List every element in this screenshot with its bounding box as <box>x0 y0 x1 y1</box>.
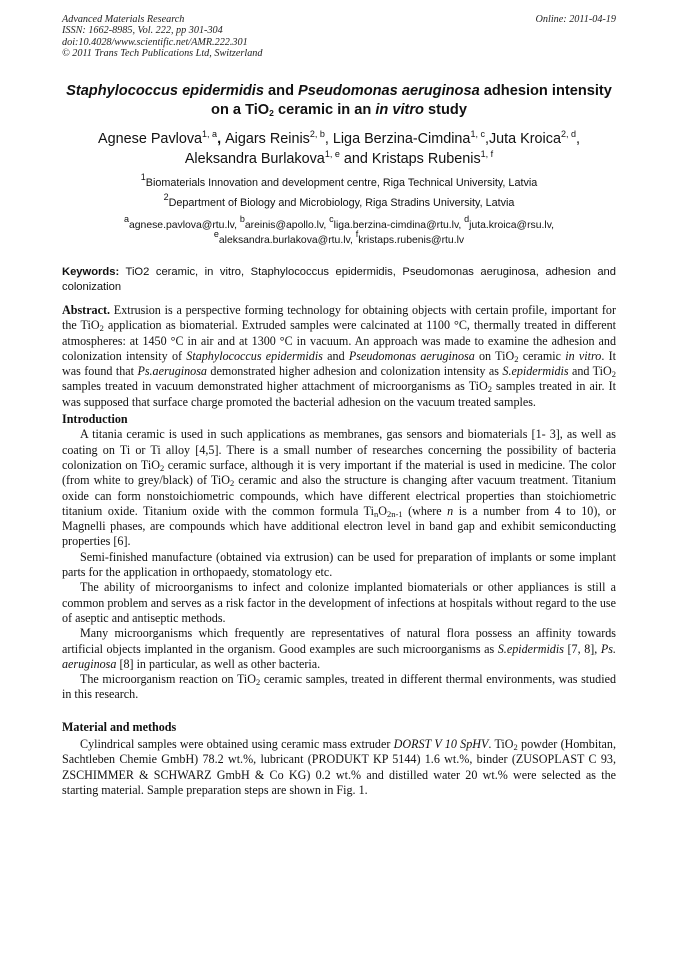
title-subscript: 2 <box>269 108 274 118</box>
paragraph-text: powder (Hombitan, Sachtleben Chemie GmbH) 78.2 wt.%, lubricant (PRODUKT KP 5144) 1.6 wt.%, binder (ZUSOPLAST C 93, ZSCHIMMER & SCHWARZ GmbH & Co KG) 0.2 wt.% and distilled water 20 wt.% were selected as the starting material. Sample preparation steps are shown in Fig. 1. <box>62 737 616 797</box>
species-name: Ps. aeruginosa <box>62 641 616 671</box>
journal-name: Advanced Materials Research <box>62 14 185 25</box>
paragraph-text: Many microorganisms which frequently are representatives of natural flora possess an affinity towards artificial objects implanted in the organism. Good examples are such microorganisms as <box>62 626 616 656</box>
title-in-vitro: in vitro <box>375 102 424 118</box>
subscript: 2 <box>256 677 261 688</box>
intro-paragraph-2: Semi-finished manufacture (obtained via extrusion) can be used for preparation of implants or some implant parts for the application in orthopaedy, stomatology etc. <box>62 549 616 580</box>
author-name: Aleksandra Burlakova <box>184 150 325 167</box>
subscript: 2n-1 <box>386 508 403 519</box>
author-sup: 1, f <box>480 148 494 159</box>
affiliation-2 <box>62 192 616 210</box>
email: aleksandra.burlakova@rtu.lv <box>218 235 350 246</box>
online-date: Online: 2011-04-19 <box>535 14 616 25</box>
species-name: S.epidermidis <box>502 364 569 379</box>
author-sup: 1, c <box>470 129 485 139</box>
email: juta.kroica@rsu.lv <box>469 220 552 231</box>
title-text: and <box>263 83 299 99</box>
email: agnese.pavlova@rtu.lv <box>128 220 235 231</box>
title-text: ceramic in an <box>273 102 376 118</box>
affiliation-sup: 2 <box>163 192 169 202</box>
abstract-text: . It was found that <box>62 348 617 379</box>
copyright-line: © 2011 Trans Tech Publications Ltd, Switzerland <box>62 48 263 60</box>
paragraph-text: A titania ceramic is used in such applications as membranes, gas sensors and biomaterials [1- 3], as well as coating on Ti or Ti alloy [4,5]. There is a small number of researches concerning the possibility of bacteria colonization on TiO <box>62 427 616 472</box>
paragraph-text: ceramic and also the structure is changing after vacuum treatment. Titanium oxide can form nonstoichiometric compounds, which have different electrical properties than stoichiometric titanium oxide. Titanium oxide with the common formula Ti <box>62 473 617 518</box>
author-line-2: Aleksandra Burlakova$^{1, e}$ and Kristaps Rubenis$^{1, f}$ <box>184 148 494 167</box>
abstract <box>62 303 616 410</box>
title-text: study <box>423 102 467 118</box>
email: liga.berzina-cimdina@rtu.lv <box>333 220 459 231</box>
affiliation-text: Department of Biology and Microbiology, Riga Stradins University, Latvia <box>168 197 515 209</box>
affiliation-text: Biomaterials Innovation and development centre, Riga Technical University, Latvia <box>145 177 538 189</box>
paragraph-text: [7, 8], <box>563 641 601 656</box>
paragraph-text: (where <box>402 503 448 518</box>
paragraph-text: is a number from 4 to 10), or Magnelli phases, are compounds which have additional electron level in band gap and exhibit semiconducting properties [6]. <box>62 503 616 549</box>
paragraph-text: The microorganism reaction on TiO <box>80 672 257 687</box>
author-line-1: Agnese Pavlova$^{1, a}$, Aigars Reinis$^{2, b}$, Liga Berzina-Cimdina$^{1, c}$,Juta Kroica$^{2, d}$, <box>98 129 580 147</box>
methods-paragraph-1 <box>62 737 616 798</box>
author-name: Liga Berzina-Cimdina <box>332 131 471 147</box>
email-sup: c <box>329 214 334 224</box>
subscript: n <box>373 508 379 519</box>
author-list <box>62 130 616 169</box>
email-sup: a <box>123 214 129 224</box>
author-sup: 1, e <box>324 148 340 159</box>
abstract-text: and <box>322 348 349 363</box>
paragraph-text: Cylindrical samples were obtained using ceramic mass extruder <box>80 737 394 752</box>
email-line-1: aagnese.pavlova@rtu.lv, bareinis@apollo.lv, cliga.berzina-cimdina@rtu.lv, djuta.kroica@rsu.lv, <box>123 214 555 231</box>
paragraph-text: . TiO <box>488 737 514 752</box>
keywords-label: Keywords: <box>62 266 120 278</box>
abstract-text: samples treated in air. It was supposed that surface charge promoted the bacterial adhesion on the vacuum treated samples. <box>62 379 616 409</box>
species-name: Staphylococcus epidermidis <box>186 348 323 363</box>
abstract-text: samples treated in vacuum demonstrated higher attachment of microorganisms as TiO <box>62 379 488 394</box>
author-name: Kristaps Rubenis <box>371 150 481 167</box>
subscript: 2 <box>611 369 616 380</box>
affiliation-1 <box>62 172 616 190</box>
subscript: 2 <box>513 742 518 753</box>
email-line-2: ealeksandra.burlakova@rtu.lv, fkristaps.rubenis@rtu.lv <box>213 229 465 246</box>
abstract-text: Extrusion is a perspective forming technology for obtaining objects with certain profile, important for the TiO <box>62 303 616 333</box>
running-header <box>62 14 616 60</box>
keywords-text: TiO2 ceramic, in vitro, Staphylococcus epidermidis, Pseudomonas aeruginosa, adhesion and colonization <box>62 266 616 294</box>
subscript: 2 <box>159 462 165 473</box>
section-heading-methods: Material and methods <box>62 719 177 734</box>
in-vitro: in vitro <box>565 348 602 363</box>
subscript: 2 <box>487 384 493 395</box>
paragraph-text: ceramic surface, although it is very important if the material is used in medicine. The color (from white to grey/black) of TiO <box>62 457 616 488</box>
email: areinis@apollo.lv <box>244 220 324 231</box>
author-sup: 2, b <box>309 129 325 139</box>
species-name: Ps.aeruginosa <box>137 364 207 379</box>
species-name: S.epidermidis <box>497 641 564 656</box>
title-text: adhesion intensity on a TiO <box>211 83 612 118</box>
email-sup: b <box>239 214 245 224</box>
author-name: Aigars Reinis <box>225 131 310 147</box>
species-name: Pseudomonas aeruginosa <box>348 348 475 363</box>
paragraph-text: O <box>378 503 387 518</box>
abstract-text: demonstrated higher adhesion and colonization intensity as <box>206 364 503 379</box>
abstract-text: on TiO <box>474 348 515 363</box>
subscript: 2 <box>514 353 519 364</box>
email: kristaps.rubenis@rtu.lv <box>358 235 465 246</box>
title-species-2: Pseudomonas aeruginosa <box>298 83 480 99</box>
subscript: 2 <box>99 323 104 334</box>
paper-title <box>62 82 616 120</box>
title-species-1: Staphylococcus epidermidis <box>66 83 264 99</box>
email-list <box>62 214 616 248</box>
affiliation-sup: 1 <box>140 172 146 182</box>
abstract-text: application as biomaterial. Extruded samples were calcinated at 1100 °C, thermally treated in different atmospheres: at 1450 °C in air and at 1300 °C in vacuum. An approach was made to examine the adhesion and colonization intensity of <box>62 318 617 363</box>
main-text <box>62 303 616 798</box>
author-sup: 2, d <box>560 129 576 139</box>
variable-n: n <box>447 503 454 518</box>
email-sup: d <box>464 214 470 224</box>
equipment-name: DORST V 10 SpHV <box>393 737 489 752</box>
paragraph-text: [8] in particular, as well as other bacteria. <box>116 656 321 671</box>
intro-paragraph-3: The ability of microorganisms to infect and colonize implanted biomaterials or other appliances is still a common problem and serves as a risk factor in the development of infections at hospitals without regard to the use of aseptic and antiseptic methods. <box>62 580 616 625</box>
abstract-text: ceramic <box>518 348 566 363</box>
abstract-text: and TiO <box>568 364 612 379</box>
keywords <box>62 265 616 295</box>
author-name: Agnese Pavlova <box>98 131 203 147</box>
author-sup: 1, a <box>202 129 218 139</box>
email-sup: f <box>355 229 359 239</box>
intro-paragraph-5 <box>62 672 616 703</box>
issn-line: ISSN: 1662-8985, Vol. 222, pp 301-304 <box>62 25 223 37</box>
intro-paragraph-1 <box>62 427 616 549</box>
author-name: Juta Kroica <box>488 131 561 147</box>
section-heading-introduction: Introduction <box>62 412 128 427</box>
email-sup: e <box>213 229 219 239</box>
subscript: 2 <box>229 478 235 489</box>
intro-paragraph-4 <box>62 626 616 672</box>
abstract-label: Abstract. <box>62 303 111 317</box>
doi-line: doi:10.4028/www.scientific.net/AMR.222.301 <box>62 36 248 48</box>
paragraph-text: ceramic samples, treated in different thermal environments, was studied in this research. <box>62 672 616 702</box>
